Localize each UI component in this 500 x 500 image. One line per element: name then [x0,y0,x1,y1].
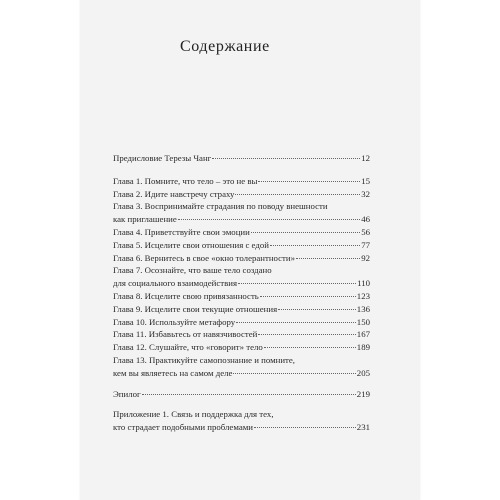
toc-line [113,367,370,380]
toc-entry-chapter-4 [113,226,370,239]
toc-entry-preface [113,152,370,165]
toc-line [113,152,370,165]
toc-entry-label: Глава 1. Помните, что тело – это не вы [113,175,258,186]
toc-entry-page: 77 [361,239,370,250]
toc-entry-label: Глава 6. Вернитесь в свое «окно толерантности» [113,252,296,263]
toc-entry-label: как приглашение [113,214,177,225]
toc-entry-label-first-line: Глава 13. Практикуйте самопознание и помните, [113,354,295,365]
toc-line [113,388,370,401]
dot-leader [238,283,356,284]
table-of-contents [113,152,370,434]
toc-line-first [113,408,370,421]
toc-entry-page: 12 [361,153,370,163]
dot-leader [258,181,360,182]
toc-line [113,188,370,201]
toc-entry-chapter-5 [113,239,370,252]
dot-leader [264,347,356,348]
toc-entry-label: Глава 9. Исцелите свои текущие отношения [113,303,278,314]
toc-entry-chapter-9 [113,303,370,316]
toc-entry-chapter-8 [113,290,370,303]
toc-line [113,213,370,226]
toc-line [113,252,370,265]
toc-line [113,341,370,354]
toc-entry-chapter-7 [113,264,370,290]
toc-entry-label: Глава 10. Используйте метафору [113,316,236,327]
toc-entry-label: Глава 4. Приветствуйте свои эмоции [113,226,250,237]
toc-entry-label-first-line: Глава 7. Осознайте, что ваше тело создано [113,265,272,276]
toc-line [113,290,370,303]
dot-leader [235,194,360,195]
toc-entry-appendix-1 [113,408,370,434]
toc-entry-page: 56 [361,226,370,237]
toc-entry-label: Глава 12. Слушайте, что «говорит» тело [113,342,263,353]
dot-leader [236,322,356,323]
toc-entry-chapter-1 [113,175,370,188]
toc-line [113,303,370,316]
dot-leader [178,219,360,220]
toc-entry-label-first-line: Приложение 1. Связь и поддержка для тех, [113,409,274,420]
toc-entry-page: 231 [356,422,370,433]
toc-entry-page: 136 [356,303,370,314]
toc-entry-chapter-12 [113,341,370,354]
dot-leader [254,427,356,428]
toc-entry-label: кем вы являетесь на самом деле [113,367,233,378]
toc-entry-page: 123 [356,290,370,301]
toc-entry-epilogue [113,388,370,401]
toc-line [113,277,370,290]
dot-leader [278,309,356,310]
toc-entry-page: 92 [361,252,370,263]
toc-line-first [113,354,370,367]
dot-leader [296,258,360,259]
toc-entry-chapter-3 [113,200,370,226]
dot-leader [212,158,360,159]
toc-line-first [113,200,370,213]
toc-entry-label: Предисловие Терезы Чанг [113,153,212,163]
toc-entry-label: кто страдает подобными проблемами [113,422,254,433]
toc-entry-chapter-2 [113,188,370,201]
toc-line [113,316,370,329]
toc-entry-chapter-6 [113,252,370,265]
toc-entry-page: 150 [356,316,370,327]
toc-line [113,328,370,341]
toc-entry-chapter-13 [113,354,370,380]
toc-line-first [113,264,370,277]
toc-line [113,239,370,252]
toc-entry-label: Эпилог [113,388,141,399]
toc-entry-label: Глава 8. Исцелите свою привязанность [113,290,259,301]
dot-leader [258,334,355,335]
toc-line [113,226,370,239]
toc-entry-label: для социального взаимодействия [113,278,238,289]
toc-entry-page: 205 [356,367,370,378]
toc-entry-page: 110 [357,278,370,289]
toc-entry-page: 167 [356,329,370,340]
dot-leader [251,232,360,233]
toc-entry-label-first-line: Глава 3. Воспринимайте страдания по поводу внешности [113,201,328,212]
toc-entry-page: 32 [361,188,370,199]
toc-entry-label: Глава 11. Избавьтесь от навязчивостей [113,329,258,340]
toc-line [113,421,370,434]
toc-entry-page: 46 [361,214,370,225]
dot-leader [142,394,356,395]
toc-entry-label: Глава 2. Идите навстречу страху [113,188,235,199]
dot-leader [260,296,356,297]
dot-leader [233,373,355,374]
toc-entry-label: Глава 5. Исцелите свои отношения с едой [113,239,269,250]
toc-line [113,175,370,188]
toc-entry-chapter-10 [113,316,370,329]
page-title: Содержание [180,38,270,55]
toc-entry-page: 15 [361,175,370,186]
dot-leader [270,245,360,246]
toc-entry-page: 219 [356,388,370,399]
toc-entry-chapter-11 [113,328,370,341]
toc-entry-page: 189 [356,342,370,353]
